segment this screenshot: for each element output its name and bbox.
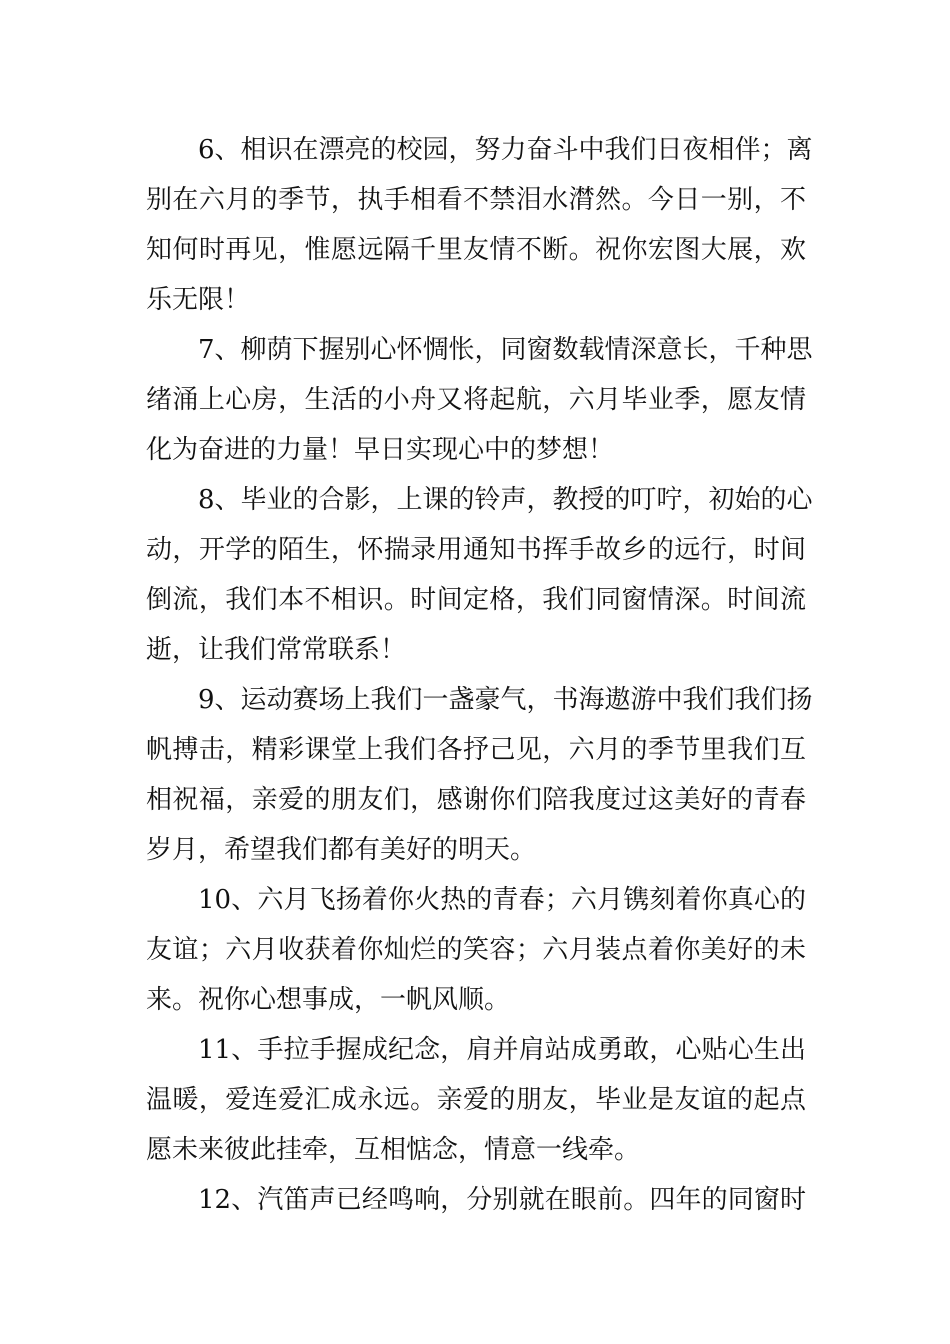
text-line: 来。祝你心想事成，一帆风顺。 <box>146 985 511 1015</box>
text-line: 别在六月的季节，执手相看不禁泪水潸然。今日一别，不 <box>146 185 806 215</box>
text-line: 帆搏击，精彩课堂上我们各抒己见，六月的季节里我们互 <box>146 735 806 765</box>
text-line: 岁月，希望我们都有美好的明天。 <box>146 835 537 865</box>
text-line: 乐无限！ <box>146 285 251 315</box>
text-line: 愿未来彼此挂牵，互相惦念，情意一线牵。 <box>146 1135 641 1165</box>
text-line: 11、手拉手握成纪念，肩并肩站成勇敢，心贴心生出 <box>198 1035 806 1065</box>
text-line: 友谊；六月收获着你灿烂的笑容；六月装点着你美好的未 <box>146 935 806 965</box>
text-line: 9、运动赛场上我们一盏豪气，书海遨游中我们我们扬 <box>198 685 813 715</box>
text-line: 知何时再见，惟愿远隔千里友情不断。祝你宏图大展，欢 <box>146 235 806 265</box>
text-line: 倒流，我们本不相识。时间定格，我们同窗情深。时间流 <box>146 585 806 615</box>
text-line: 12、汽笛声已经鸣响，分别就在眼前。四年的同窗时 <box>198 1185 806 1215</box>
text-line: 化为奋进的力量！早日实现心中的梦想！ <box>146 435 615 465</box>
text-line: 逝，让我们常常联系！ <box>146 635 407 665</box>
text-line: 8、毕业的合影，上课的铃声，教授的叮咛，初始的心 <box>198 485 813 515</box>
text-line: 动，开学的陌生，怀揣录用通知书挥手故乡的远行，时间 <box>146 535 806 565</box>
text-line: 10、六月飞扬着你火热的青春；六月镌刻着你真心的 <box>198 885 806 915</box>
text-line: 绪涌上心房，生活的小舟又将起航，六月毕业季，愿友情 <box>146 385 806 415</box>
text-line: 温暖，爱连爱汇成永远。亲爱的朋友，毕业是友谊的起点 <box>146 1085 806 1115</box>
text-line: 6、相识在漂亮的校园，努力奋斗中我们日夜相伴；离 <box>198 135 813 165</box>
text-line: 7、柳荫下握别心怀惆怅，同窗数载情深意长，千种思 <box>198 335 813 365</box>
text-line: 相祝福，亲爱的朋友们，感谢你们陪我度过这美好的青春 <box>146 785 806 815</box>
